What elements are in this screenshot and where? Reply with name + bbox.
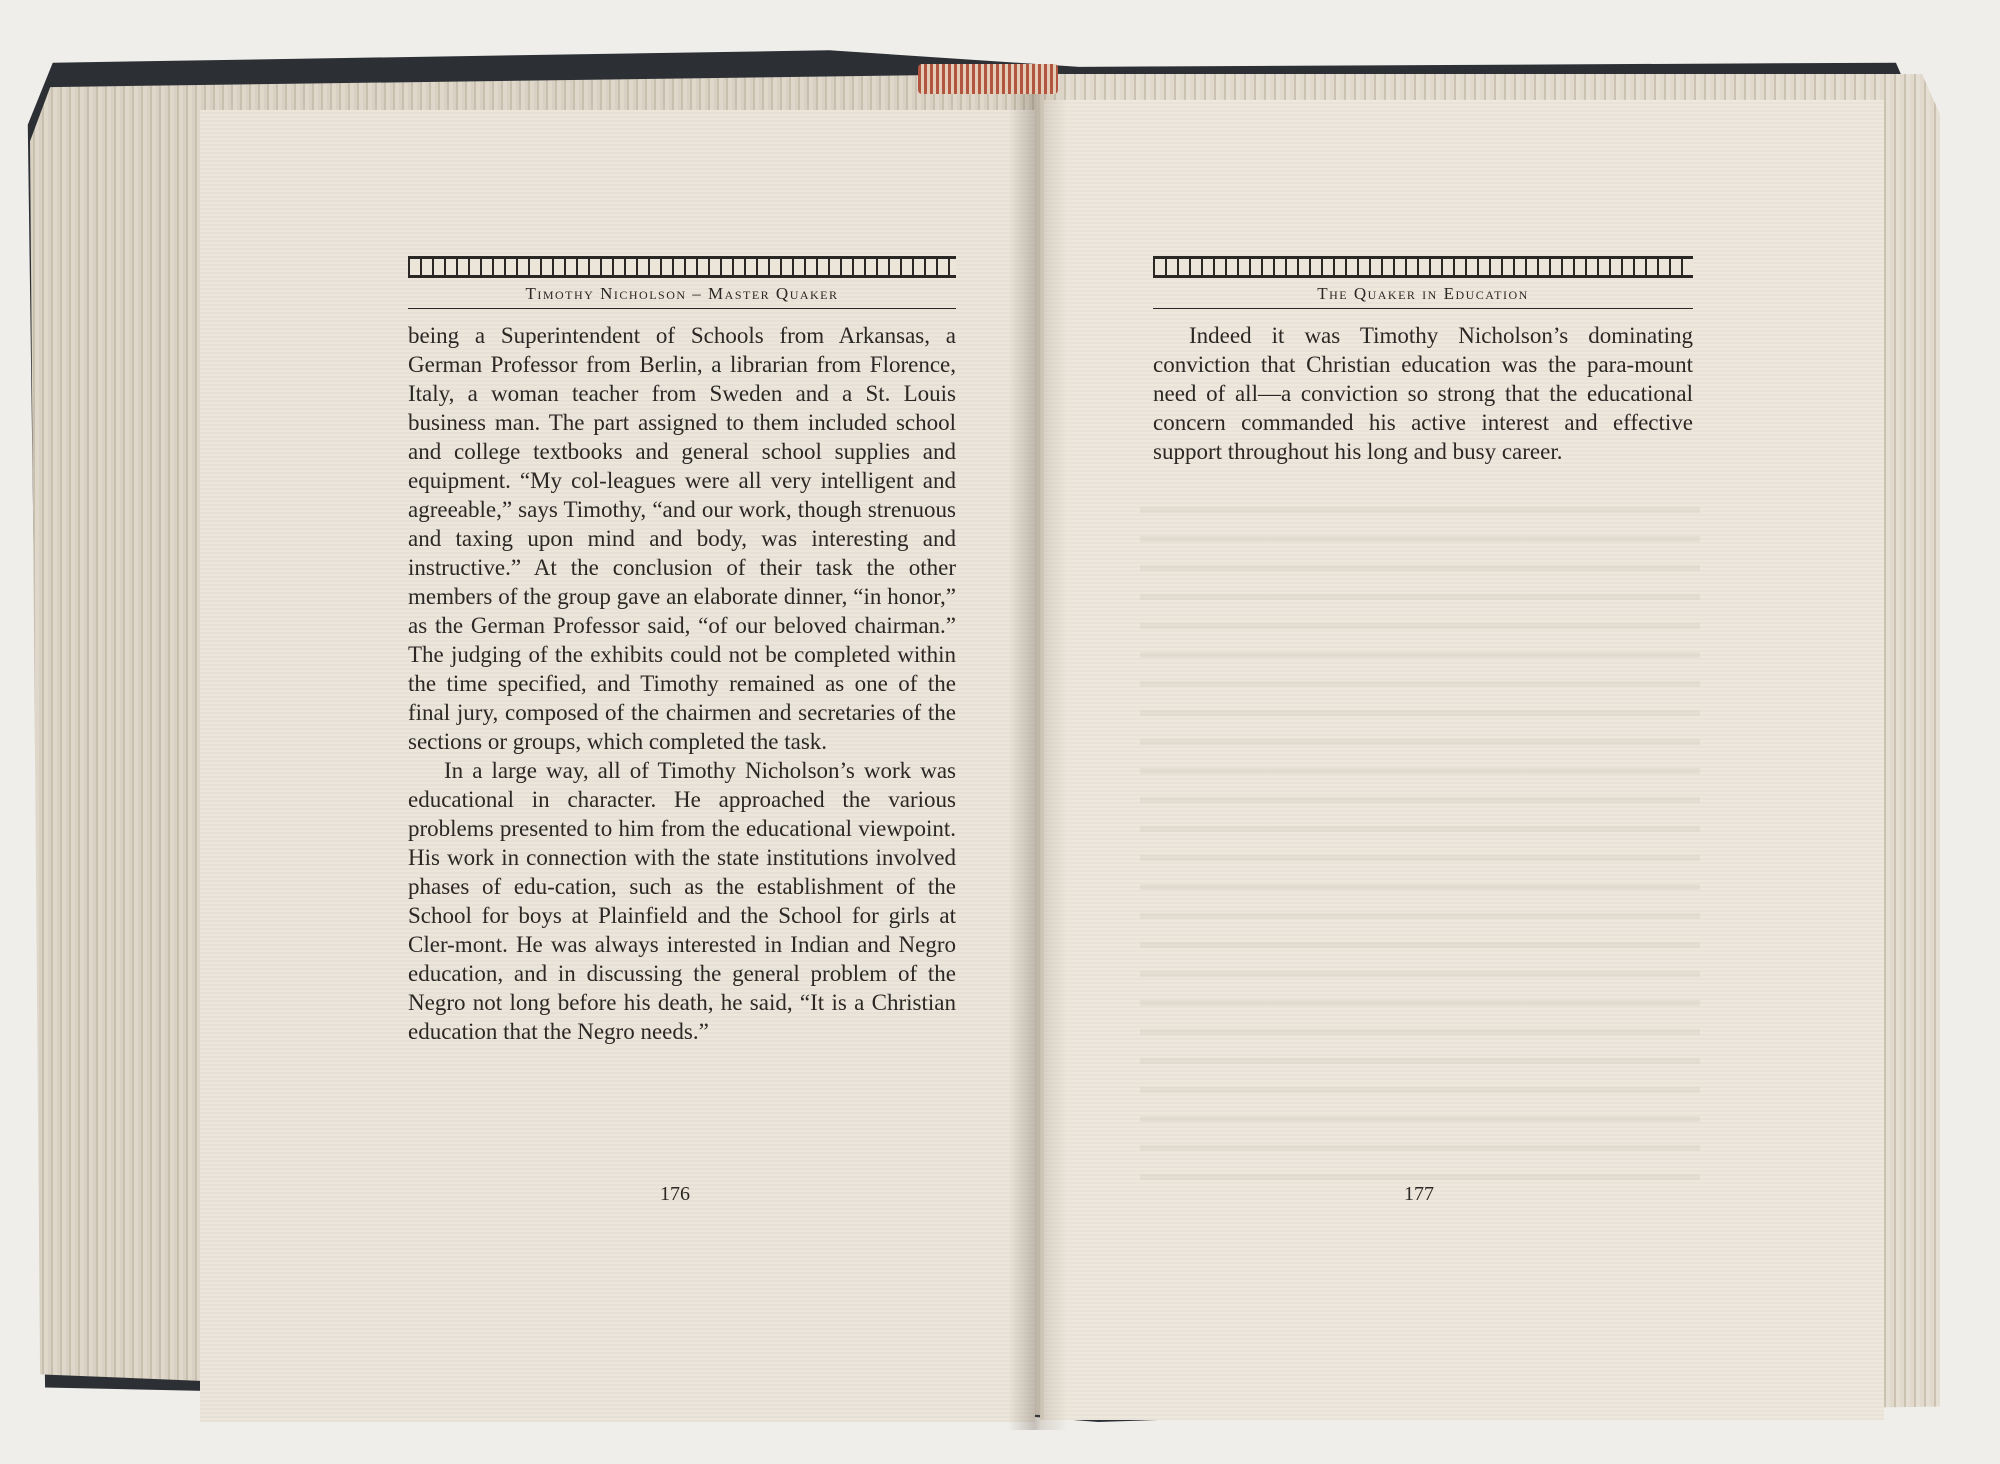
paragraph: Indeed it was Timothy Nicholson’s dominating conviction that Christian education was the para-mount need of all—a conviction so strong that the educational concern commanded his active interest and effective support throughout his long and busy career.: [1153, 323, 1693, 464]
headband: [918, 64, 1058, 94]
left-page-content: [408, 256, 956, 1046]
running-head-left: Timothy Nicholson – Master Quaker: [408, 284, 956, 309]
page-number-right: 177: [1404, 1183, 1434, 1205]
show-through-text: [1140, 500, 1700, 1180]
right-page-body: [1153, 321, 1693, 466]
left-page-body: [408, 321, 956, 1046]
paragraph: being a Superintendent of Schools from Arkansas, a German Professor from Berlin, a librarian from Florence, Italy, a woman teacher from Sweden and a St. Louis business man. The part assigned to them included school and college textbooks and general school supplies and equipment. “My col-leagues were all very intelligent and agreeable,” says Timothy, “and our work, though strenuous and taxing upon mind and body, was interesting and instructive.” At the conclusion of their task the other members of the group gave an elaborate dinner, “in honor,” as the German Professor said, “of our beloved chairman.” The judging of the exhibits could not be completed within the time specified, and Timothy remained as one of the final jury, composed of the chairmen and secretaries of the sections or groups, which completed the task.: [408, 323, 956, 754]
page-number-left: 176: [660, 1183, 690, 1205]
right-page-content: [1153, 256, 1693, 466]
ornament-border: [408, 256, 956, 278]
running-head-right: The Quaker in Education: [1153, 284, 1693, 309]
paragraph: In a large way, all of Timothy Nicholson’s work was educational in character. He approached the various problems presented to him from the educational viewpoint. His work in connection with the state institutions involved phases of edu-cation, such as the establishment of the School for boys at Plainfield and the School for girls at Cler-mont. He was always interested in Indian and Negro education, and in discussing the general problem of the Negro not long before his death, he said, “It is a Christian education that the Negro needs.”: [408, 758, 956, 1044]
gutter: [1008, 70, 1068, 1430]
ornament-border: [1153, 256, 1693, 278]
